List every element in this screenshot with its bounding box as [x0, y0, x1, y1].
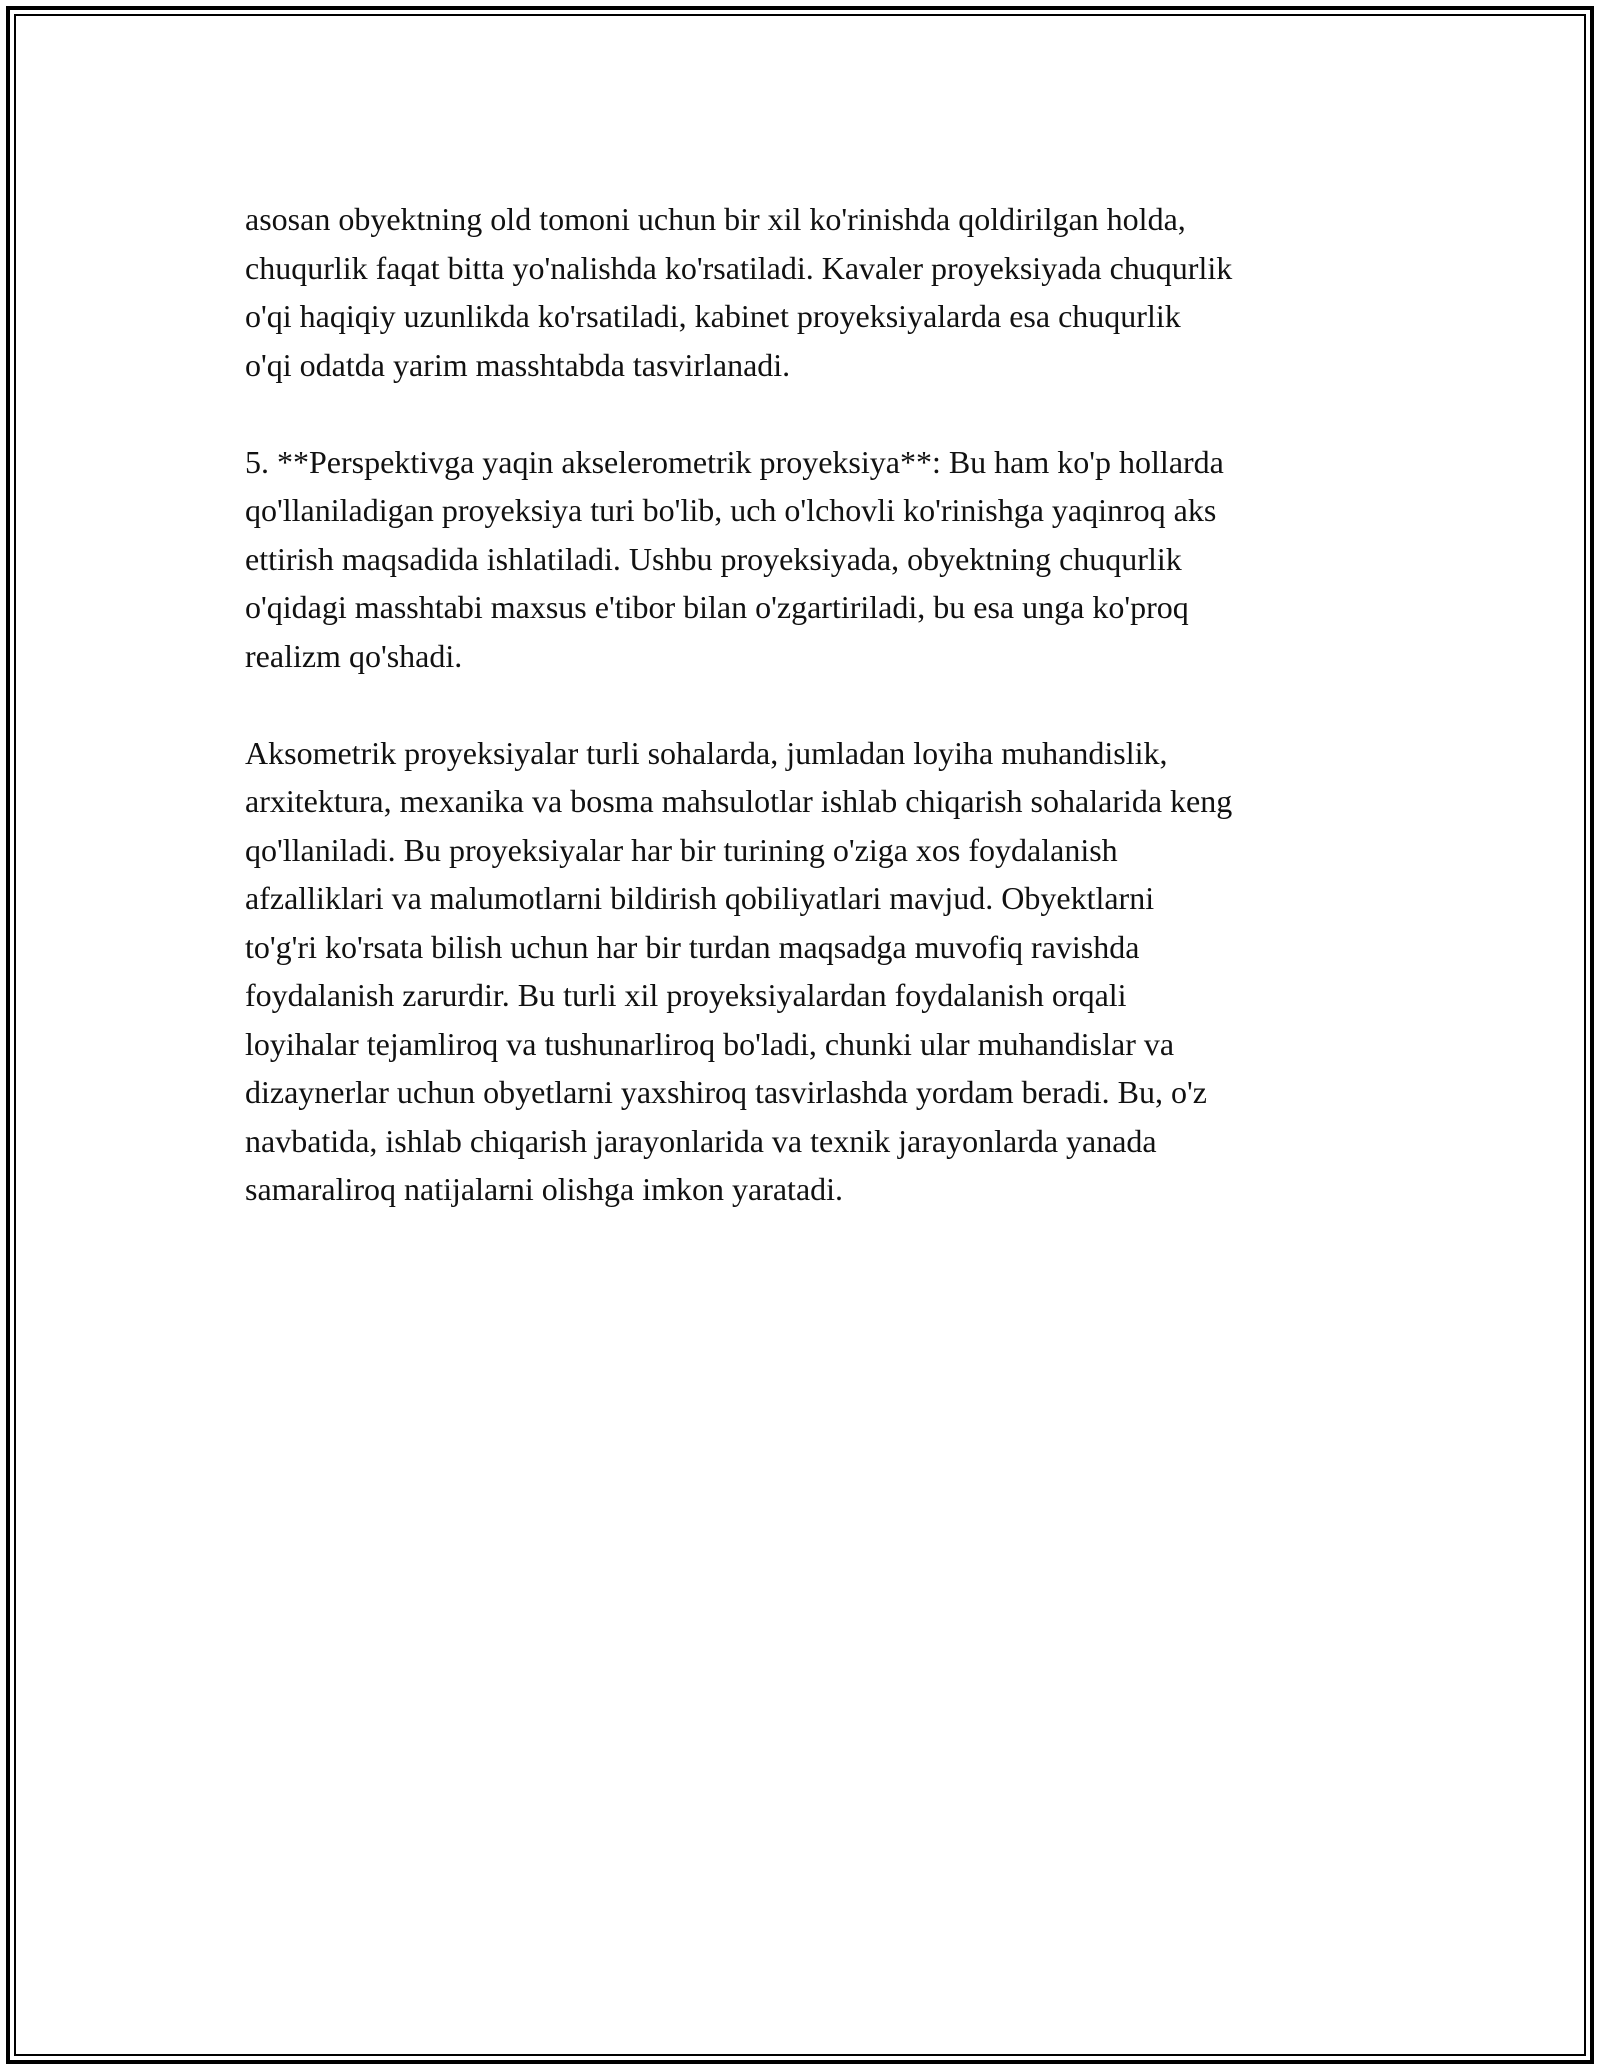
text-line: samaraliroq natijalarni olishga imkon yaratadi.: [245, 1171, 844, 1207]
text-line: navbatida, ishlab chiqarish jarayonlarida va texnik jarayonlarda yanada: [245, 1122, 1157, 1159]
text-line: asosan obyektning old tomoni uchun bir xil ko'rinishda qoldirilgan holda,: [245, 201, 1186, 237]
text-line: qo'llaniladigan proyeksiya turi bo'lib, uch o'lchovli ko'rinishga yaqinroq aks: [245, 492, 1217, 528]
paragraph-2: [245, 438, 1425, 681]
text-line: ettirish maqsadida ishlatiladi. Ushbu proyeksiyada, obyektning chuqurlik: [245, 540, 1182, 577]
text-line: o'qi haqiqiy uzunlikda ko'rsatiladi, kabinet proyeksiyalarda esa chuqurlik: [245, 298, 1181, 334]
text-line: dizaynerlar uchun obyetlarni yaxshiroq tasvirlashda yordam beradi. Bu, o'z: [245, 1074, 1207, 1110]
text-line: Aksometrik proyeksiyalar turli sohalarda, jumladan loyiha muhandislik,: [245, 734, 1168, 771]
paragraph-gap: [245, 389, 1425, 438]
text-line: foydalanish zarurdir. Bu turli xil proyeksiyalardan foydalanish orqali: [245, 977, 1127, 1013]
paragraph-3: [245, 729, 1425, 1214]
text-line: to'g'ri ko'rsata bilish uchun har bir turdan maqsadga muvofiq ravishda: [245, 928, 1140, 965]
text-line: loyihalar tejamliroq va tushunarliroq bo'ladi, chunki ular muhandislar va: [245, 1025, 1175, 1062]
paragraph-1: [245, 195, 1425, 389]
text-line: o'qidagi masshtabi maxsus e'tibor bilan o'zgartiriladi, bu esa unga ko'proq: [245, 589, 1189, 625]
text-line: realizm qo'shadi.: [245, 637, 463, 674]
text-line: o'qi odatda yarim masshtabda tasvirlanadi.: [245, 346, 791, 383]
text-line: chuqurlik faqat bitta yo'nalishda ko'rsatiladi. Kavaler proyeksiyada chuqurlik: [245, 249, 1233, 286]
text-line: qo'llaniladi. Bu proyeksiyalar har bir turining o'ziga xos foydalanish: [245, 831, 1118, 868]
text-line: 5. **Perspektivga yaqin akselerometrik proyeksiya**: Bu ham ko'p hollarda: [245, 443, 1224, 480]
page-border: [6, 6, 1594, 2064]
text-line: arxitektura, mexanika va bosma mahsulotlar ishlab chiqarish sohalarida keng: [245, 783, 1233, 819]
text-line: afzalliklari va malumotlarni bildirish qobiliyatlari mavjud. Obyektlarni: [245, 880, 1155, 916]
document-body: [245, 195, 1425, 1214]
paragraph-gap: [245, 680, 1425, 729]
